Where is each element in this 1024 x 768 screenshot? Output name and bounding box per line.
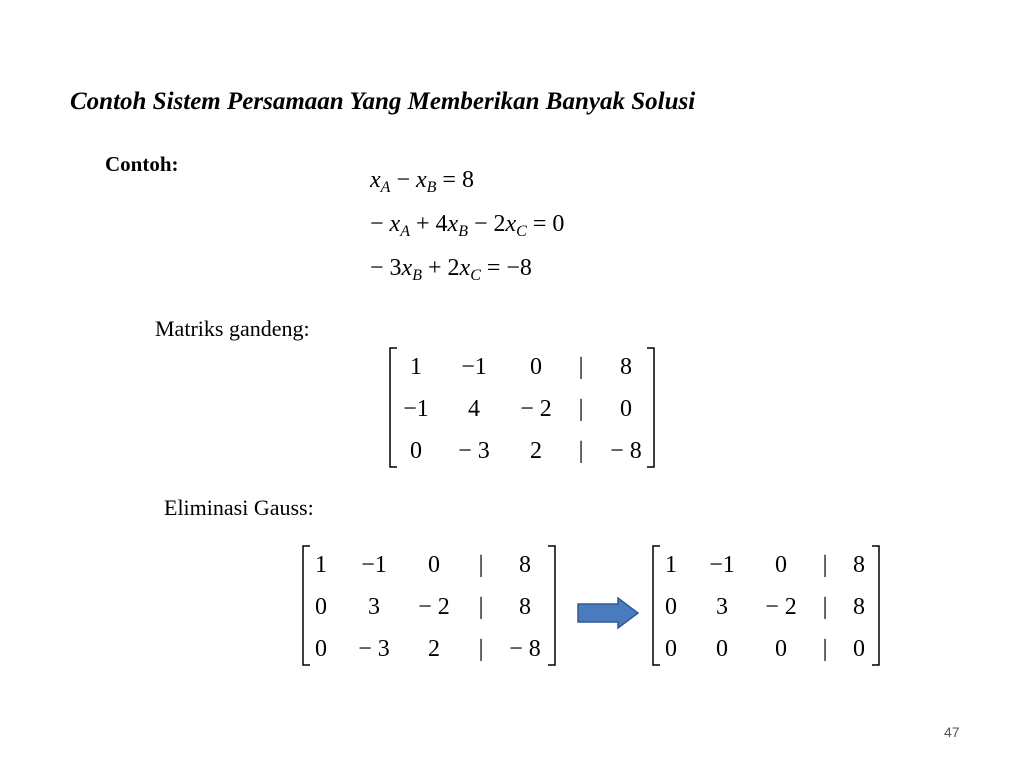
augmented-cell-r3c5: − 8 <box>610 438 642 464</box>
eq2-var-2: x <box>447 211 459 237</box>
step2-cell-r1c3: 0 <box>775 552 787 578</box>
eq1-rhs: = 8 <box>436 167 474 193</box>
augmented-cell-r1c3: 0 <box>530 354 542 380</box>
equation-3 <box>370 246 564 290</box>
left-bracket <box>303 546 310 665</box>
augmented-cell-r1c2: −1 <box>461 354 487 380</box>
eq1-var-1: x <box>370 167 381 193</box>
step1-cell-r2c2: 3 <box>368 594 380 620</box>
step1-cell-r3c5: − 8 <box>509 636 541 662</box>
eq3-var-1: x <box>401 255 413 281</box>
eq2-var-3: x <box>505 211 517 237</box>
gauss-matrix-step2 <box>651 544 886 668</box>
augmented-cell-r3c3: 2 <box>530 438 542 464</box>
step2-cell-r1c5: 8 <box>853 552 865 578</box>
step2-cell-r2c5: 8 <box>853 594 865 620</box>
eq2-sub-1: A <box>400 223 410 240</box>
augmented-matrix-label: Matriks gandeng: <box>155 316 310 341</box>
example-label: Contoh: <box>105 152 179 176</box>
step1-cell-r1c3: 0 <box>428 552 440 578</box>
step2-cell-r3c2: 0 <box>716 636 728 662</box>
equation-1 <box>370 158 564 202</box>
augmented-cell-r2c4: | <box>578 396 584 422</box>
equation-2 <box>370 202 564 246</box>
right-arrow-icon <box>576 596 642 630</box>
eq3-sub-1: B <box>412 267 422 284</box>
step2-cell-r2c4: | <box>822 594 828 620</box>
right-bracket <box>872 546 879 665</box>
step1-cell-r3c3: 2 <box>428 636 440 662</box>
step1-cell-r1c5: 8 <box>519 552 531 578</box>
right-bracket <box>548 546 555 665</box>
gauss-matrix-step1 <box>301 544 561 668</box>
eq3-rhs: = −8 <box>480 255 532 281</box>
step1-cell-r2c1: 0 <box>315 594 327 620</box>
step2-cell-r2c2: 3 <box>716 594 728 620</box>
augmented-matrix <box>388 346 658 470</box>
gauss-elimination-label: Eliminasi Gauss: <box>164 495 314 520</box>
left-bracket <box>653 546 660 665</box>
eq2-sub-3: C <box>516 223 527 240</box>
eq3-op-2: + 2 <box>421 255 460 281</box>
step1-cell-r2c3: − 2 <box>418 594 450 620</box>
step2-cell-r1c1: 1 <box>665 552 677 578</box>
augmented-cell-r2c1: −1 <box>403 396 429 422</box>
step2-cell-r2c1: 0 <box>665 594 677 620</box>
augmented-cell-r3c1: 0 <box>410 438 422 464</box>
eq3-sub-2: C <box>470 267 481 284</box>
eq1-sub-2: B <box>426 179 437 196</box>
eq1-var-2: x <box>415 167 427 193</box>
eq2-op-2: + 4 <box>409 211 448 237</box>
step2-cell-r2c3: − 2 <box>765 594 797 620</box>
step1-cell-r1c2: −1 <box>361 552 387 578</box>
eq2-var-1: x <box>389 211 401 237</box>
step1-cell-r1c4: | <box>478 552 484 578</box>
eq2-rhs: = 0 <box>526 211 565 237</box>
eq1-sub-1: A <box>380 179 391 196</box>
augmented-cell-r1c1: 1 <box>410 354 422 380</box>
step1-cell-r3c4: | <box>478 636 484 662</box>
right-bracket <box>647 348 654 467</box>
step2-cell-r3c3: 0 <box>775 636 787 662</box>
step2-cell-r3c5: 0 <box>853 636 865 662</box>
eq2-sub-2: B <box>458 223 468 240</box>
augmented-cell-r3c2: − 3 <box>458 438 490 464</box>
eq3-var-2: x <box>459 255 471 281</box>
step1-cell-r1c1: 1 <box>315 552 327 578</box>
step1-cell-r2c4: | <box>478 594 484 620</box>
arrow-shape <box>578 598 638 628</box>
eq2-op-1: − <box>370 211 390 237</box>
step1-cell-r2c5: 8 <box>519 594 531 620</box>
step2-cell-r3c4: | <box>822 636 828 662</box>
step2-cell-r3c1: 0 <box>665 636 677 662</box>
augmented-cell-r2c5: 0 <box>620 396 632 422</box>
step2-cell-r1c2: −1 <box>709 552 735 578</box>
step2-cell-r1c4: | <box>822 552 828 578</box>
eq2-op-3: − 2 <box>467 211 506 237</box>
augmented-cell-r1c4: | <box>578 354 584 380</box>
eq1-op-1: − <box>390 167 416 193</box>
slide-title: Contoh Sistem Persamaan Yang Memberikan Banyak Solusi <box>70 88 696 115</box>
step1-cell-r3c1: 0 <box>315 636 327 662</box>
augmented-cell-r1c5: 8 <box>620 354 632 380</box>
page-number: 47 <box>944 724 960 740</box>
augmented-cell-r2c3: − 2 <box>520 396 552 422</box>
equation-system <box>370 158 564 290</box>
left-bracket <box>390 348 397 467</box>
augmented-cell-r3c4: | <box>578 438 584 464</box>
step1-cell-r3c2: − 3 <box>358 636 390 662</box>
augmented-cell-r2c2: 4 <box>468 396 480 422</box>
eq3-op-1: − 3 <box>370 255 402 281</box>
